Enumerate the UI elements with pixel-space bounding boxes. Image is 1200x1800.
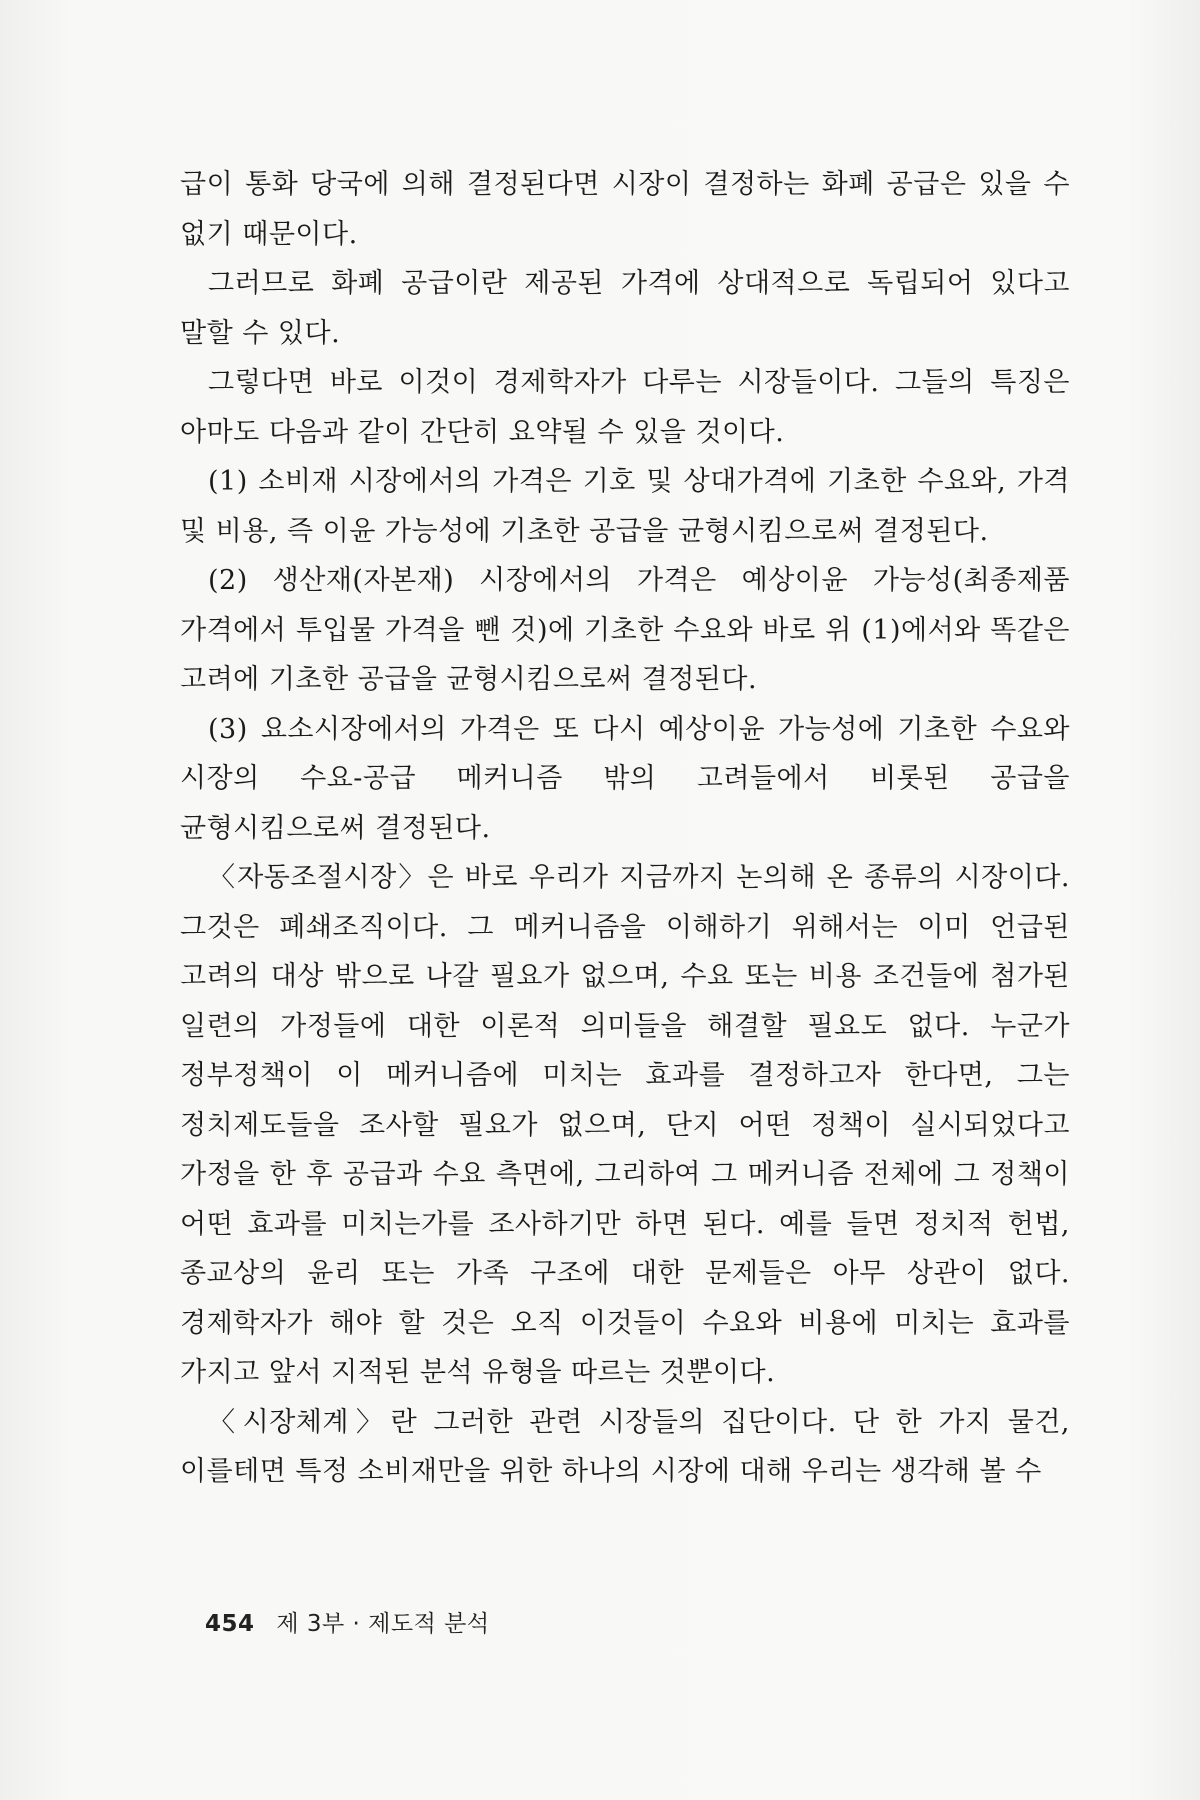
paragraph: (3) 요소시장에서의 가격은 또 다시 예상이윤 가능성에 기초한 수요와 시장의 수요-공급 메커니즘 밖의 고려들에서 비롯된 공급을 균형시킴으로써 결정된다. <box>180 713 1070 844</box>
body-text <box>180 160 1070 1497</box>
paragraph: (2) 생산재(자본재) 시장에서의 가격은 예상이윤 가능성(최종제품 가격에서 투입물 가격을 뺀 것)에 기초한 수요와 바로 위 (1)에서와 똑같은 고려에 기초한 공급을 균형시킴으로써 결정된다. <box>180 565 1070 695</box>
page-number: 454 <box>205 1611 255 1637</box>
paragraph: 그러므로 화폐 공급이란 제공된 가격에 상대적으로 독립되어 있다고 말할 수 있다. <box>180 268 1070 349</box>
paragraph: 〈자동조절시장〉은 바로 우리가 지금까지 논의해 온 종류의 시장이다. 그것은 폐쇄조직이다. 그 메커니즘을 이해하기 위해서는 이미 언급된 고려의 대상 밖으로 나갈 필요가 없으며, 수요 또는 비용 조건들에 첨가된 일련의 가정들에 대한 이론적 의미들을 해결할 필요도 없다. 누군가 정부정책이 이 메커니즘에 미치는 효과를 결정하고자 한다면, 그는 정치제도들을 조사할 필요가 없으며, 단지 어떤 정책이 실시되었다고 가정을 한 후 공급과 수요 측면에, 그리하여 그 메커니즘 전체에 그 정책이 어떤 효과를 미치는가를 조사하기만 하면 된다. 예를 들면 정치적 헌법, 종교상의 윤리 또는 가족 구조에 대한 문제들은 아무 상관이 없다. 경제학자가 해야 할 것은 오직 이것들이 수요와 비용에 미치는 효과를 가지고 앞서 지적된 분석 유형을 따르는 것뿐이다. <box>180 862 1070 1388</box>
section-title: 제 3부 · 제도적 분석 <box>276 1611 490 1637</box>
paragraph: 그렇다면 바로 이것이 경제학자가 다루는 시장들이다. 그들의 특징은 아마도 다음과 같이 간단히 요약될 수 있을 것이다. <box>180 367 1070 448</box>
page-footer <box>205 1605 490 1638</box>
paragraph: 급이 통화 당국에 의해 결정된다면 시장이 결정하는 화폐 공급은 있을 수 없기 때문이다. <box>180 169 1070 250</box>
paragraph: 〈시장체계〉란 그러한 관련 시장들의 집단이다. 단 한 가지 물건, 이를테면 특정 소비재만을 위한 하나의 시장에 대해 우리는 생각해 볼 수 <box>180 1406 1070 1487</box>
paragraph: (1) 소비재 시장에서의 가격은 기호 및 상대가격에 기초한 수요와, 가격 및 비용, 즉 이윤 가능성에 기초한 공급을 균형시킴으로써 결정된다. <box>180 466 1070 547</box>
